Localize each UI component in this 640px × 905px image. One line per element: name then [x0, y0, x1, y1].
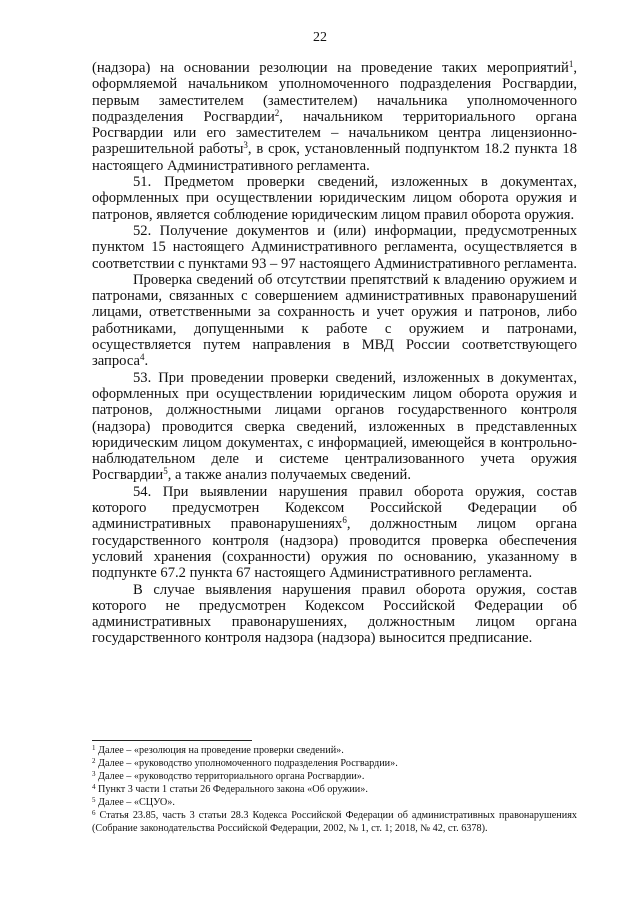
paragraph: В случае выявления нарушения правил оборота оружия, состав которого не предусмотрен Кодексом Российской Федерации об административных правонарушениях, должностным лицом органа государственного контроля надзора (надзора) выносится предписание.	[92, 581, 577, 647]
paragraph: 52. Получение документов и (или) информации, предусмотренных пунктом 15 настоящего Административного регламента, осуществляется в соответствии с пунктами 93 – 97 настоящего Административного регламента.	[92, 222, 577, 272]
page-number: 22	[313, 30, 327, 45]
paragraph: (надзора) на основании резолюции на проведение таких мероприятий$^1$, оформляемой начальником уполномоченного подразделения Росгвардии, первым заместителем (заместителем) начальника уполномоченного подразделения Росгвардии$^2$, начальником территориального органа Росгвардии или его заместителем – начальником центра лицензионно-разрешительной работы$^3$, в срок, установленный подпунктом 18.2 пункта 18 настоящего Административного регламента.	[92, 59, 578, 174]
footnote: $^4$ Пункт 3 части 1 статьи 26 Федерального закона «Об оружии».	[92, 783, 368, 795]
footnote-ref[interactable]: 4	[139, 352, 145, 363]
body-text	[92, 60, 577, 647]
footnote: $^2$ Далее – «руководство уполномоченного подразделения Росгвардии».	[92, 757, 398, 769]
footnote-ref[interactable]: 2	[274, 107, 280, 118]
footnotes	[92, 744, 577, 835]
footnote: $^1$ Далее – «резолюция на проведение проверки сведений».	[92, 744, 344, 756]
footnote: $^6$ Статья 23.85, часть 3 статьи 28.3 Кодекса Российской Федерации об административных правонарушениях (Собрание законодательства Российской Федерации, 2002, № 1, ст. 1; 2018, № 42, ст. 6378).	[92, 809, 577, 834]
footnote-ref[interactable]: 1	[568, 59, 574, 69]
footnote: $^3$ Далее – «руководство территориального органа Росгвардии».	[92, 770, 365, 782]
footnote: $^5$ Далее – «СЦУО».	[92, 796, 175, 808]
paragraph: 53. При проведении проверки сведений, изложенных в документах, оформленных при осуществлении юридическим лицом оборота оружия и патронов, должностными лицами органов государственного контроля (надзора) проводится сверка сведений, изложенных в представленных юридическим лицом документах, с информацией, имеющейся в контрольно-наблюдательном деле и системе централизованного учета оружия Росгвардии$^5$, а также анализ получаемых сведений.	[92, 369, 577, 484]
footnote-divider	[92, 740, 252, 741]
footnote-ref[interactable]: 3	[243, 140, 248, 151]
paragraph: 51. Предметом проверки сведений, изложенных в документах, оформленных при осуществлении юридическим лицом оборота оружия и патронов, является соблюдение юридическим лицом правил оборота оружия.	[92, 174, 577, 223]
paragraph: Проверка сведений об отсутствии препятствий к владению оружием и патронами, связанных с совершением административных правонарушений лицами, ответственными за сохранность и учет оружия и патронов, либо работниками, допущенными к работе с оружием и патронами, осуществляется путем направления в МВД России соответствующего запроса$^4$.	[92, 271, 577, 370]
footnote-ref[interactable]: 5	[163, 466, 168, 477]
paragraph: 54. При выявлении нарушения правил оборота оружия, состав которого предусмотрен Кодексом Российской Федерации об административных правонарушениях$^6$, должностным лицом органа государственного контроля (надзора) проводится проверка обеспечения условий хранения (сохранности) оружия по основанию, указанному в подпункте 67.2 пункта 67 настоящего Административного регламента.	[92, 483, 577, 582]
footnote-ref[interactable]: 6	[342, 515, 347, 526]
